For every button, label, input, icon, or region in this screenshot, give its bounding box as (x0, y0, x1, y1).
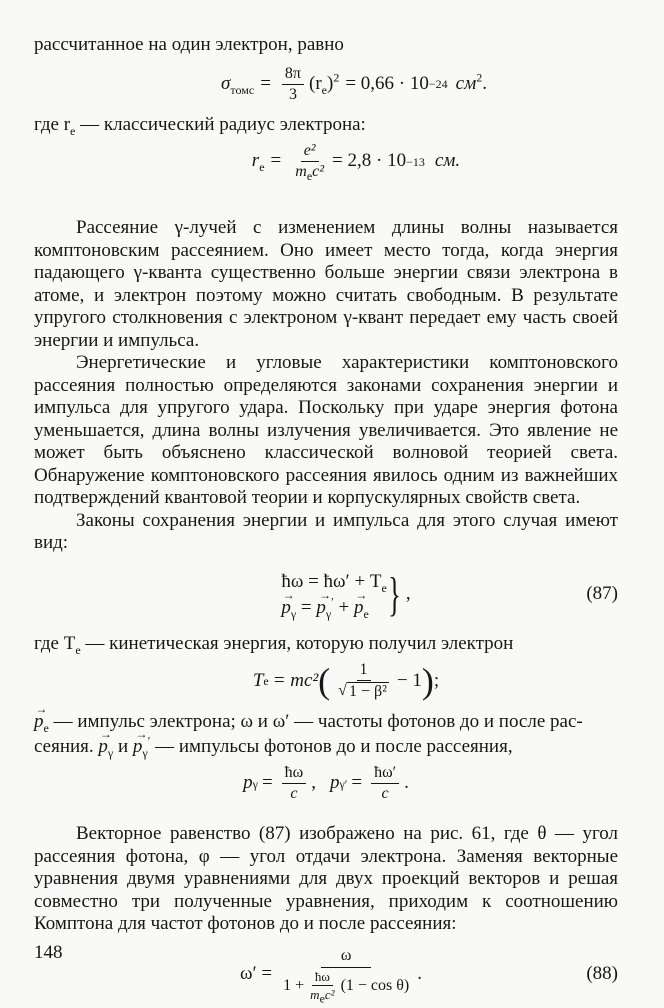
equation-number-88: (88) (586, 963, 618, 985)
paragraph-compton-intro: Рассеяние γ-лучей с изменением длины волны называется комптоновским рассеянием. Оно имеет место тогда, когда энергия падающего γ-кванта существенно больше энергии связи электрона в атоме, и электрон поэтому можно считать свободным. В результате упругого столкновения с электроном γ-квант передает ему часть своей энергии и импульса. (34, 217, 618, 351)
paragraph-vector-equality: Векторное равенство (87) изображено на рис. 61, где θ — угол рассеяния фотона, φ — угол отдачи электрона. Заменяя векторные уравнения двумя уравнениями для двух проекций векторов и решая совместно три полученные уравнения, приходим к соотношению Комптона для частот фотонов до и после рассеяния: (34, 823, 618, 934)
paragraph-conservation: Законы сохранения энергии и импульса для этого случая имеют вид: (34, 509, 618, 553)
equation-number-87: (87) (586, 583, 618, 605)
where-re-line: где $r_e$ — классический радиус электрона: (34, 113, 366, 138)
paragraph-characteristics: Энергетические и угловые характеристики комптоновского рассеяния полностью определяются законами сохранения энергии и импульса для упругого удара. Поскольку при ударе энергия фотона уменьшается, длина волны излучения увеличивается. Это явление не может быть объяснено классической волновой теорией света. Обнаружение комптоновского рассеяния явилось одним из важнейших подтверждений квантовой теории и корпускулярных свойств света. (34, 352, 618, 508)
page-body (34, 34, 618, 1008)
equation-electron-radius: $r_e$ = $\frac{\text{e²}}{m_ec^2}$ = 2,8 · 10 −13 см. (251, 142, 461, 184)
equation-thomson: $\sigma_{томс}$ = $\frac{8\pi}{3}$ $(r_e)^2$ = 0,66 · 10 −24 $см^2$. (221, 64, 487, 103)
page-number: 148 (34, 942, 63, 963)
intro-line: рассчитанное на один электрон, равно (34, 34, 344, 55)
momentum-definition-line-2: сеяния. → $p_\gamma$ $и \to p_\gamma'$ — импульсы фотонов до и после рассеяния, (34, 736, 618, 759)
where-te-line: где $T_e$ — кинетическая энергия, которую получил электрон (34, 632, 514, 657)
equation-photon-momenta: p γ = $\frac{ħ\omega}{c}$ , p γ ′ = $\frac{ħ\omega'}{c}$ . (243, 764, 409, 802)
equation-88: ω′ = ω 1 + $\frac{ħ\omega}{m_ec^2}$ (1 − cos θ) . (88) (240, 947, 618, 1006)
equation-87-energy: ħω = ħω′ + $T_e$ (281, 570, 387, 595)
momentum-definition-line-1: → $p_e$ — импульс электрона; ω и ω′ — частоты фотонов до и после рас- (34, 711, 618, 734)
equation-87-momentum: → $p_\gamma$ = → $p_\gamma'$ + → $p_e$ (281, 595, 387, 621)
equation-87: ħω = ħω′ + $T_e$ → $p_\gamma$ = → $p_\gamma'$ + → $p_e$ } , (87) (34, 563, 618, 627)
equation-kinetic-energy: T e = mc² ( 1 √ 1 − β² − 1 ) ; (252, 661, 440, 701)
